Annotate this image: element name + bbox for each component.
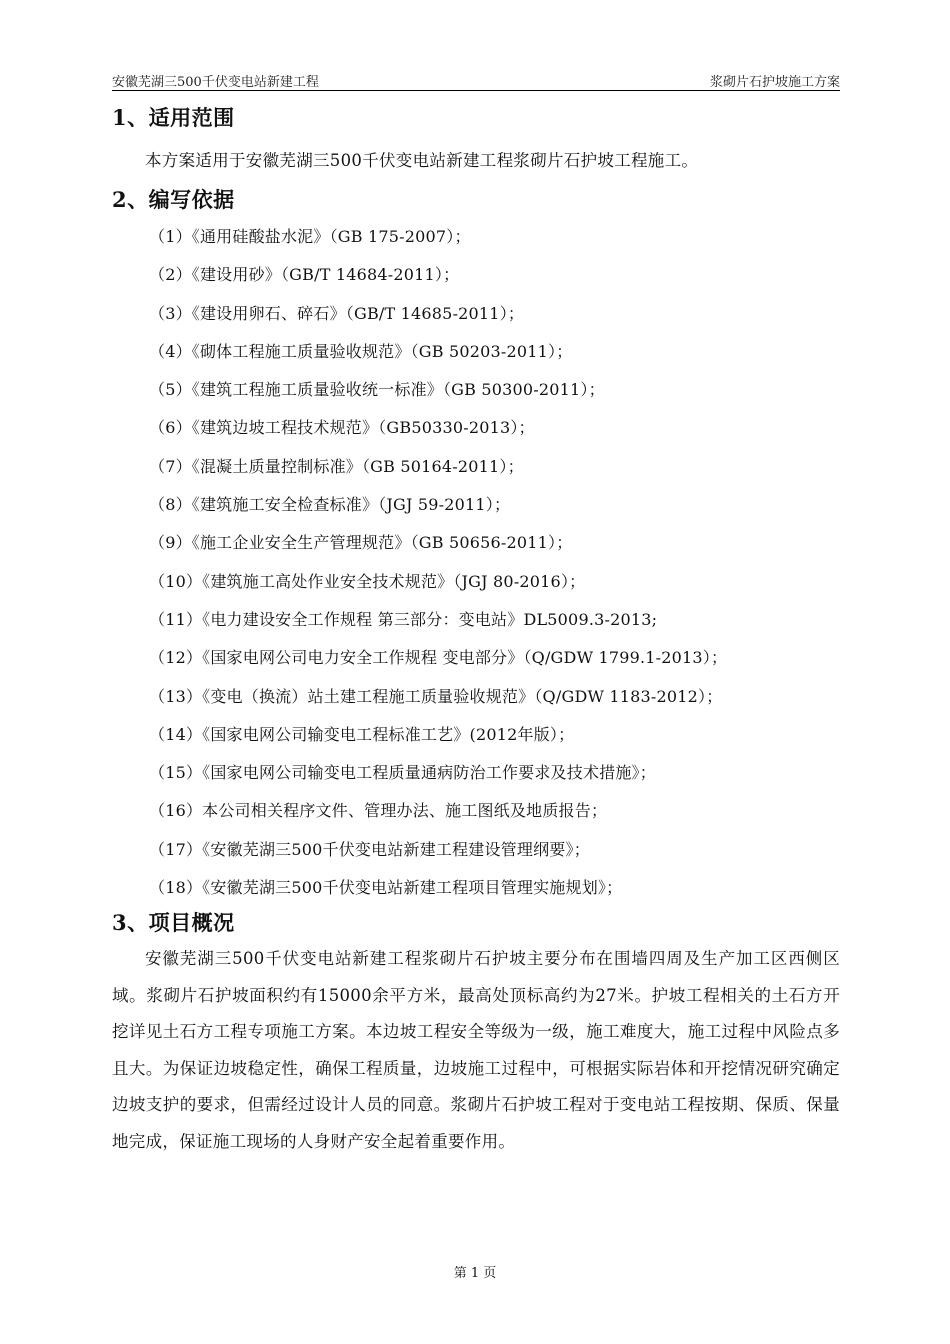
list-item: （2）《建设用砂》（GB/T 14684-2011）； <box>149 265 460 285</box>
section-heading-basis: 2、编写依据 <box>112 187 235 212</box>
list-item: （1）《通用硅酸盐水泥》（GB 175-2007）； <box>149 227 471 246</box>
reference-list <box>112 218 840 907</box>
list-item: （16）本公司相关程序文件、管理办法、施工图纸及地质报告； <box>149 801 608 821</box>
list-item: （8）《建筑施工安全检查标准》（JGJ 59-2011）； <box>149 495 511 515</box>
scope-paragraph: 本方案适用于安徽芜湖三500千伏变电站新建工程浆砌片石护坡工程施工。 <box>145 151 699 170</box>
page-body <box>112 102 840 1160</box>
list-item: （15）《国家电网公司输变电工程质量通病防治工作要求及技术措施》； <box>149 763 656 783</box>
header-document-title: 浆砌片石护坡施工方案 <box>709 75 840 90</box>
list-item: （11）《电力建设安全工作规程 第三部分：变电站》DL5009.3-2013; <box>149 609 658 629</box>
list-item: （3）《建设用卵石、碎石》（GB/T 14685-2011）； <box>149 303 525 323</box>
list-item: （12）《国家电网公司电力安全工作规程 变电部分》（Q/GDW 1799.1-2013）； <box>149 648 728 668</box>
header-project-title: 安徽芜湖三500千伏变电站新建工程 <box>112 75 319 90</box>
section-heading-overview: 3、项目概况 <box>112 910 235 936</box>
list-item: （17）《安徽芜湖三500千伏变电站新建工程建设管理纲要》； <box>149 839 590 859</box>
section-heading-scope: 1、适用范围 <box>112 105 235 130</box>
list-item: （4）《砌体工程施工质量验收规范》（GB 50203-2011）； <box>149 341 573 361</box>
list-item: （6）《建筑边坡工程技术规范》（GB50330-2013）； <box>149 418 535 438</box>
list-item: （13）《变电（换流）站土建工程施工质量验收规范》（Q/GDW 1183-2012）； <box>149 686 723 706</box>
list-item: （10）《建筑施工高处作业安全技术规范》（JGJ 80-2016）； <box>149 571 586 591</box>
list-item: （7）《混凝土质量控制标准》（GB 50164-2011）； <box>149 456 524 476</box>
list-item: （9）《施工企业安全生产管理规范》（GB 50656-2011）； <box>149 533 573 553</box>
page-number: 第 1 页 <box>453 1266 497 1281</box>
list-item: （14）《国家电网公司输变电工程标准工艺》(2012年版）； <box>149 724 575 744</box>
overview-paragraph: 安徽芜湖三500千伏变电站新建工程浆砌片石护坡主要分布在围墙四周及生产加工区西侧区域。浆砌片石护坡面积约有15000余平方米，最高处顶标高约为27米。护坡工程相关的土石方开挖详见土石方工程专项施工方案。本边坡工程安全等级为一级，施工难度大，施工过程中风险点多且大。为保证边坡稳定性，确保工程质量，边坡施工过程中，可根据实际岩体和开挖情况研究确定边坡支护的要求，但需经过设计人员的同意。浆砌片石护坡工程对于变电站工程按期、保质、保量地完成，保证施工现场的人身财产安全起着重要作用。 <box>112 949 840 1151</box>
list-item: （5）《建筑工程施工质量验收统一标准》（GB 50300-2011）； <box>149 380 605 400</box>
list-item: （18）《安徽芜湖三500千伏变电站新建工程项目管理实施规划》； <box>149 878 623 898</box>
page-header <box>112 70 840 91</box>
